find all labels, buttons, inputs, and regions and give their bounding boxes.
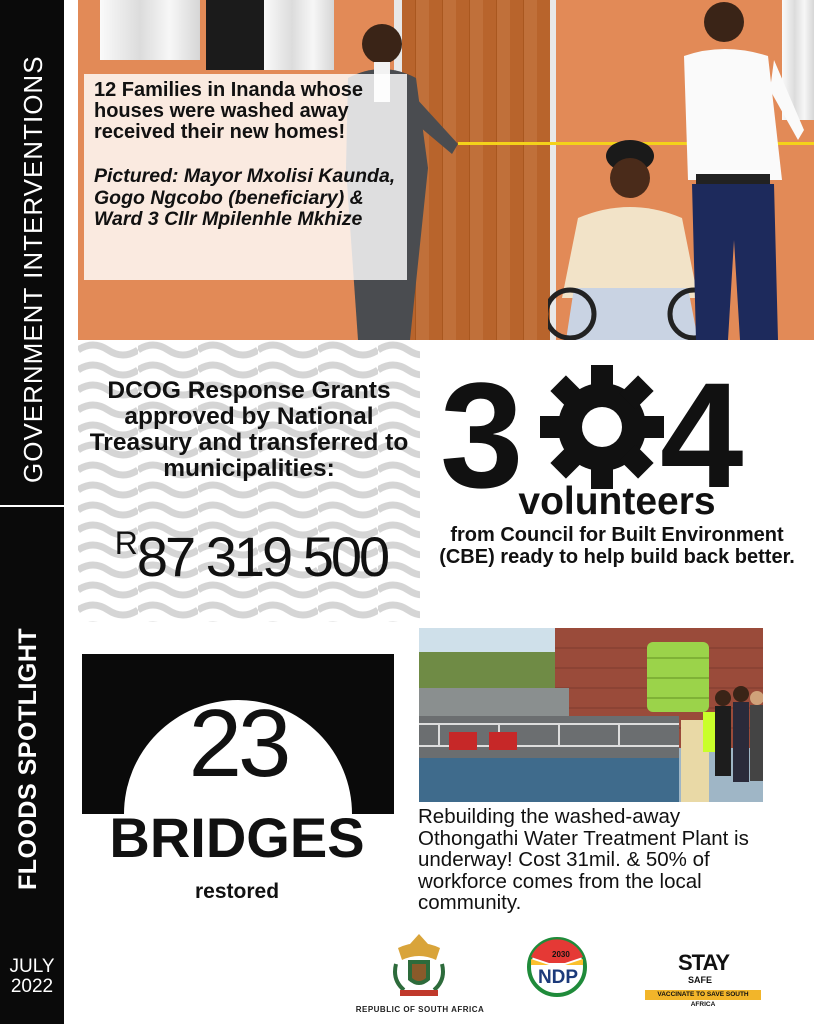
section-title-government-interventions: GOVERNMENT INTERVENTIONS bbox=[18, 55, 48, 483]
currency-symbol: R bbox=[114, 525, 137, 561]
section-title-floods-spotlight: FLOODS SPOTLIGHT bbox=[14, 627, 42, 890]
safe-text: SAFE bbox=[688, 975, 713, 985]
grants-description: DCOG Response Grants approved by National Treasury and transferred to municipalities: bbox=[89, 377, 409, 482]
vaccinate-banner: VACCINATE TO SAVE SOUTH AFRICA bbox=[645, 990, 761, 1000]
grants-panel bbox=[78, 340, 420, 622]
handover-headline: 12 Families in Inanda whose houses were washed away received their new homes! bbox=[94, 79, 363, 143]
volunteers-description: from Council for Built Environment (CBE) ready to help build back better. bbox=[439, 524, 795, 568]
sidebar bbox=[0, 0, 64, 1024]
stay-safe-logo-text: STAY bbox=[678, 950, 730, 975]
handover-caption: Pictured: Mayor Mxolisi Kaunda, Gogo Ngcobo (beneficiary) & Ward 3 Cllr Mpilenhle Mkhize bbox=[94, 165, 396, 230]
window-curtain-left bbox=[100, 0, 200, 60]
grants-amount bbox=[84, 524, 418, 589]
amount-value: 87 319 500 bbox=[136, 525, 388, 588]
window-curtain-middle bbox=[264, 0, 334, 70]
gear-icon bbox=[540, 365, 664, 489]
coat-of-arms-label: REPUBLIC OF SOUTH AFRICA bbox=[355, 1005, 485, 1014]
date-year: 2022 bbox=[10, 976, 54, 997]
sidebar-divider bbox=[0, 505, 64, 507]
handover-photo bbox=[78, 0, 814, 340]
date-month: JULY bbox=[9, 956, 55, 977]
volunteers-word: volunteers bbox=[518, 480, 716, 523]
councillor-figure bbox=[678, 0, 814, 340]
dark-window bbox=[206, 0, 264, 70]
water-plant-scene bbox=[419, 628, 763, 802]
bridges-graphic bbox=[82, 654, 394, 814]
ndp-year: 2030 bbox=[552, 950, 570, 959]
volunteer-count-digit-left: 3 bbox=[440, 351, 524, 519]
water-plant-caption: Rebuilding the washed-away Othongathi Water Treatment Plant is underway! Cost 31mil. & 50% of workforce comes from the local community. bbox=[418, 805, 749, 914]
water-plant-photo bbox=[419, 628, 763, 802]
bridges-restored-label: restored bbox=[194, 880, 280, 903]
volunteers-panel bbox=[420, 340, 814, 622]
bridges-count: 23 bbox=[188, 690, 288, 797]
volunteer-count-digit-right: 4 bbox=[660, 351, 744, 519]
coat-of-arms-logo bbox=[390, 930, 448, 1000]
bridges-word: BRIDGES bbox=[109, 806, 365, 869]
ndp-text: NDP bbox=[537, 967, 579, 988]
